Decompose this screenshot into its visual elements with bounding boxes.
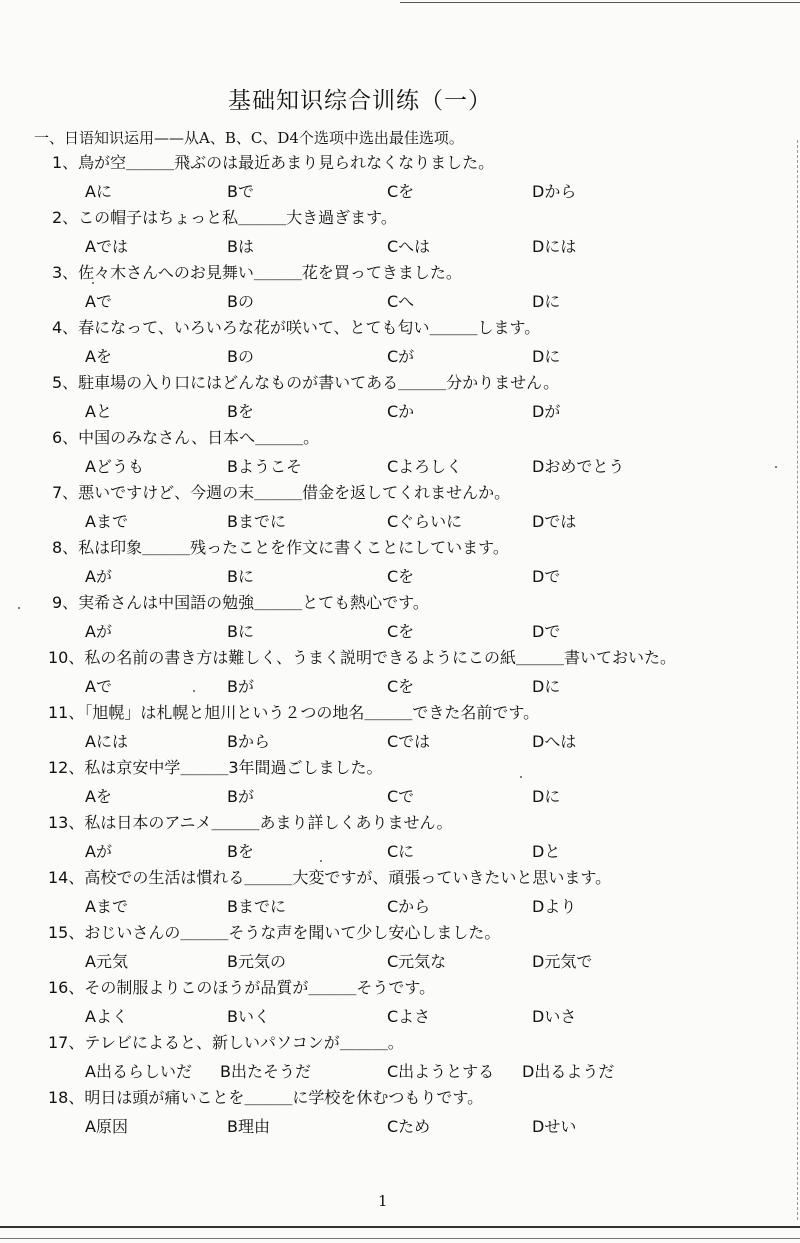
option-c: Cでは: [387, 732, 431, 751]
option-c: Cを: [387, 182, 415, 201]
option-a: Aが: [85, 842, 112, 861]
option-d: Dより: [532, 897, 577, 916]
option-c: Cを: [387, 622, 415, 641]
question-8: [52, 535, 772, 590]
question-text: 1、鳥が空＿＿＿飛ぶのは最近あまり見られなくなりました。: [52, 153, 495, 172]
option-a: Aには: [85, 732, 128, 751]
option-c: Cが: [387, 347, 415, 366]
option-d: Dでは: [532, 512, 577, 531]
question-7: [52, 480, 772, 535]
scan-speck: [92, 282, 94, 284]
option-d: D元気で: [532, 952, 593, 971]
option-c: Cか: [387, 402, 415, 421]
scan-speck: [193, 690, 195, 692]
option-c: Cを: [387, 567, 415, 586]
option-c: C元気な: [387, 952, 447, 971]
question-15: [48, 920, 772, 975]
option-d: Dで: [532, 567, 561, 586]
scan-speck: [520, 776, 522, 778]
question-text: 4、春になって、いろいろな花が咲いて、とても匂い＿＿＿します。: [52, 318, 541, 337]
question-text: 14、高校での生活は慣れる＿＿＿大変ですが、頑張っていきたいと思います。: [48, 868, 612, 887]
option-a: A出るらしいだ: [85, 1062, 192, 1081]
bottom-rule-thin: [0, 1238, 800, 1239]
option-d: Dには: [532, 237, 577, 256]
question-17: [48, 1030, 772, 1085]
question-text: 2、この帽子はちょっと私＿＿＿大き過ぎます。: [52, 208, 397, 227]
option-c: Cへ: [387, 292, 415, 311]
option-d: Dせい: [532, 1117, 577, 1136]
option-a: Aを: [85, 787, 112, 806]
option-c: Cよさ: [387, 1007, 431, 1026]
option-c: Cため: [387, 1117, 431, 1136]
option-a: Aを: [85, 347, 112, 366]
question-18: [48, 1085, 772, 1140]
option-d: Dに: [532, 292, 561, 311]
option-b: Bが: [227, 787, 254, 806]
option-a: Aに: [85, 182, 112, 201]
question-text: 16、その制服よりこのほうが品質が＿＿＿そうです。: [48, 978, 436, 997]
option-a: Aが: [85, 567, 112, 586]
bottom-rule: [0, 1226, 800, 1228]
option-c: Cへは: [387, 237, 431, 256]
option-a: Aまで: [85, 512, 128, 531]
page-title: 基础知识综合训练（一）: [228, 88, 492, 114]
option-a: Aで: [85, 292, 112, 311]
option-c: Cに: [387, 842, 415, 861]
option-b: B出たそうだ: [220, 1062, 311, 1081]
question-10: [48, 645, 772, 700]
question-text: 18、明日は頭が痛いことを＿＿＿に学校を休むつもりです。: [48, 1088, 484, 1107]
option-b: Bに: [227, 622, 254, 641]
option-b: B理由: [227, 1117, 270, 1136]
page-number: 1: [378, 1192, 388, 1210]
option-b: Bの: [227, 292, 254, 311]
question-9: [52, 590, 772, 645]
option-a: Aまで: [85, 897, 128, 916]
question-text: 13、私は日本のアニメ＿＿＿あまり詳しくありません。: [48, 813, 453, 832]
option-b: Bの: [227, 347, 254, 366]
question-text: 6、中国のみなさん、日本へ＿＿＿。: [52, 428, 320, 447]
option-a: Aよく: [85, 1007, 128, 1026]
question-13: [48, 810, 772, 865]
question-text: 7、悪いですけど、今週の末＿＿＿借金を返してくれませんか。: [52, 483, 511, 502]
question-text: 15、おじいさんの＿＿＿そうな声を聞いて少し安心しました。: [48, 923, 501, 942]
option-b: Bようこそ: [227, 457, 302, 476]
option-a: A元気: [85, 952, 128, 971]
option-d: Dに: [532, 677, 561, 696]
option-d: Dと: [532, 842, 561, 861]
top-rule: [400, 2, 800, 3]
option-b: Bに: [227, 567, 254, 586]
question-text: 5、駐車場の入り口にはどんなものが書いてある＿＿＿分かりません。: [52, 373, 560, 392]
option-c: Cよろしく: [387, 457, 463, 476]
option-b: Bを: [227, 402, 254, 421]
option-c: Cから: [387, 897, 431, 916]
option-d: Dへは: [532, 732, 577, 751]
question-5: [52, 370, 772, 425]
scan-speck: [320, 860, 322, 862]
option-d: Dいさ: [532, 1007, 577, 1026]
question-11: [48, 700, 772, 755]
option-b: Bで: [227, 182, 254, 201]
option-d: Dから: [532, 182, 577, 201]
option-c: Cを: [387, 677, 415, 696]
option-c: Cで: [387, 787, 415, 806]
option-a: Aが: [85, 622, 112, 641]
option-b: Bは: [227, 237, 254, 256]
option-c: Cぐらいに: [387, 512, 463, 531]
section-instruction: 一、日语知识运用——从A、B、C、D4个选项中选出最佳选项。: [34, 129, 464, 147]
question-4: [52, 315, 772, 370]
question-text: 9、実希さんは中国語の勉強＿＿＿とても熱心です。: [52, 593, 429, 612]
option-a: Aどうも: [85, 457, 144, 476]
question-text: 10、私の名前の書き方は難しく、うまく説明できるようにこの紙＿＿＿書いておいた。: [48, 648, 677, 667]
question-12: [48, 755, 772, 810]
option-c: C出ようとする: [387, 1062, 495, 1081]
question-14: [48, 865, 772, 920]
option-b: Bを: [227, 842, 254, 861]
question-text: 8、私は印象＿＿＿残ったことを作文に書くことにしています。: [52, 538, 509, 557]
question-text: 12、私は京安中学＿＿＿3年間過ごしました。: [48, 758, 383, 777]
scan-edge: [796, 140, 798, 1220]
question-text: 17、テレビによると、新しいパソコンが＿＿＿。: [48, 1033, 404, 1052]
option-d: Dが: [532, 402, 561, 421]
option-a: Aでは: [85, 237, 128, 256]
option-d: Dに: [532, 347, 561, 366]
option-a: A原因: [85, 1117, 128, 1136]
option-b: Bまでに: [227, 897, 286, 916]
question-list: [48, 150, 772, 1140]
option-b: Bいく: [227, 1007, 270, 1026]
question-6: [52, 425, 772, 480]
option-d: D出るようだ: [522, 1062, 615, 1081]
scan-speck: [775, 466, 777, 468]
option-b: Bから: [227, 732, 270, 751]
question-1: [52, 150, 772, 205]
question-3: [52, 260, 772, 315]
question-text: 3、佐々木さんへのお見舞い＿＿＿花を買ってきました。: [52, 263, 462, 282]
option-d: Dで: [532, 622, 561, 641]
question-text: 11、「旭幌」は札幌と旭川という２つの地名＿＿＿できた名前です。: [48, 703, 540, 722]
question-16: [48, 975, 772, 1030]
scan-speck: [18, 607, 20, 609]
option-d: Dおめでとう: [532, 457, 625, 476]
option-d: Dに: [532, 787, 561, 806]
option-b: Bまでに: [227, 512, 286, 531]
option-b: Bが: [227, 677, 254, 696]
question-2: [52, 205, 772, 260]
option-a: Aで: [85, 677, 112, 696]
option-a: Aと: [85, 402, 112, 421]
option-b: B元気の: [227, 952, 286, 971]
